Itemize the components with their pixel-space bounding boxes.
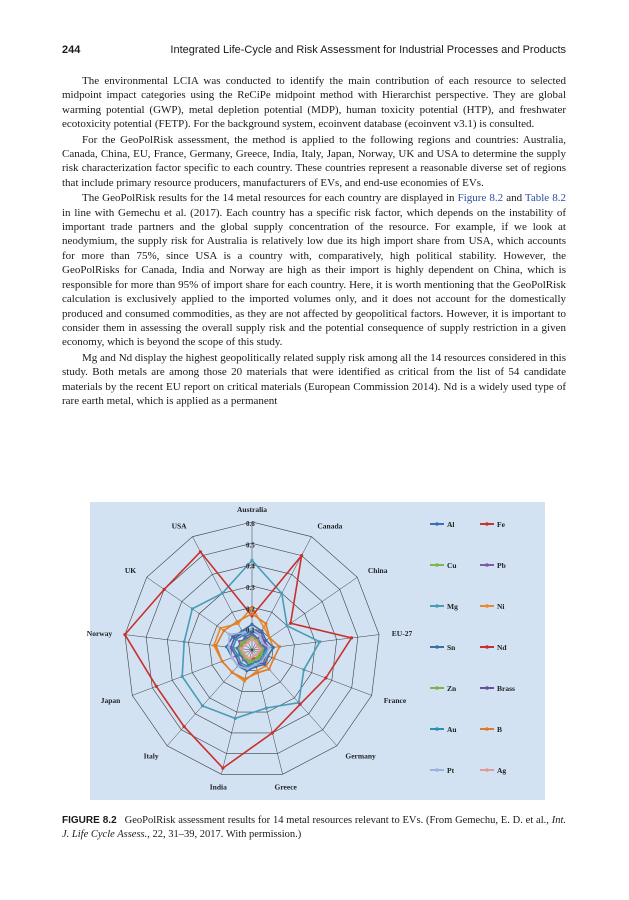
data-point (248, 657, 251, 660)
legend-label: Pt (447, 766, 455, 775)
legend-marker (435, 768, 439, 772)
category-label: Japan (100, 695, 121, 705)
data-point (246, 667, 249, 670)
legend-marker (435, 727, 439, 731)
figure-label: FIGURE 8.2 (62, 815, 117, 826)
data-point (163, 588, 166, 591)
paragraph-text: in line with Gemechu et al. (2017). Each country has a specific risk factor, which depends on the instability of important trade partners and the global supply concentration of the resource. For example, if we look at neodymium, the supply risk for Australia is relatively low due its high import share from USA, which accounts for more than 75%, since USA is a country with, comparatively, high political stability. However, the GeoPolRisks for Canada, India and Norway are high as their import is highly dependent on China, which is responsible for more than 95% of import share for each country. Here, it is worth mentioning that the GeoPolRisk calculation is exclusively applied to the imported volumes only, and it does not account for the domestically produced and consumed commodities, as they are not affected by geopolitical factors. However, it is important to consider them in assessing the overall supply risk and the potential consequence of supply restriction in a given economy, which is beyond the scope of this study. (62, 206, 566, 349)
data-point (201, 704, 204, 707)
legend-label: Mg (447, 602, 458, 611)
category-label: USA (171, 521, 187, 531)
category-label: Norway (86, 629, 113, 638)
data-point (250, 559, 253, 562)
data-point (254, 641, 257, 644)
data-point (155, 685, 158, 688)
category-label: France (383, 695, 407, 705)
data-point (256, 671, 259, 674)
legend-label: Fe (497, 520, 505, 529)
legend-marker (435, 686, 439, 690)
legend-marker (485, 768, 489, 772)
data-point (267, 668, 270, 671)
data-point (280, 592, 283, 595)
data-point (123, 633, 126, 636)
data-point (236, 620, 239, 623)
caption-text: , 22, 31–39, 2017. With permission.) (147, 829, 302, 840)
legend-label: Brass (497, 684, 515, 693)
data-point (231, 671, 234, 674)
data-point (254, 663, 257, 666)
data-point (264, 622, 267, 625)
data-point (247, 661, 250, 664)
data-point (221, 592, 224, 595)
category-label: UK (124, 566, 137, 575)
data-point (267, 646, 270, 649)
data-point (231, 656, 234, 659)
data-point (191, 607, 194, 610)
category-label: Australia (237, 505, 267, 515)
data-point (250, 623, 253, 626)
data-point (258, 656, 261, 659)
data-point (231, 646, 234, 649)
data-point (240, 641, 243, 644)
data-point (265, 706, 268, 709)
paragraph-mg-nd: Mg and Nd display the highest geopolitically related supply risk among all the 14 resources considered in this study. Both metals are among those 20 materials that were identified as critical from the list of 54 candidate materials by the recent EU report on critical materials (European Commission 2014). Nd is a widely used type of rare earth metal, which is applied as a permanent (62, 351, 566, 407)
legend-label: Au (447, 725, 457, 734)
legend-label: Cu (447, 561, 457, 570)
data-point (243, 677, 246, 680)
axis-tick-label: 0.3 (246, 584, 255, 592)
data-point (242, 631, 245, 634)
data-point (299, 703, 302, 706)
data-point (259, 647, 262, 650)
data-point (239, 661, 242, 664)
data-point (236, 664, 239, 667)
data-point (221, 660, 224, 663)
data-point (228, 633, 231, 636)
category-label: Germany (345, 751, 376, 761)
category-label: Italy (143, 751, 159, 761)
data-point (199, 550, 202, 553)
data-point (221, 767, 224, 770)
data-point (227, 646, 230, 649)
paragraph-text: and (503, 192, 525, 205)
body-text (62, 74, 566, 408)
data-point (272, 646, 275, 649)
data-point (271, 731, 274, 734)
paragraph-lcia: The environmental LCIA was conducted to identify the main contribution of each resource to selected midpoint impact categories using the ReCiPe midpoint method with Hierarchist perspective. They are global warming potential (GWP), metal depletion potential (MDP), human toxicity potential (HTP), and freshwater ecotoxicity potential (FETP). For the background system, ecoinvent database (ecoinvent v3.1) is consulted. (62, 75, 566, 131)
category-label: Canada (317, 521, 343, 531)
category-label: China (367, 566, 388, 575)
legend-marker (485, 727, 489, 731)
legend-marker (485, 645, 489, 649)
data-point (289, 622, 292, 625)
data-point (324, 676, 327, 679)
data-point (286, 624, 289, 627)
legend-marker (435, 522, 439, 526)
running-header (62, 44, 566, 58)
data-point (219, 627, 222, 630)
paragraph-geopolrisk-regions: For the GeoPolRisk assessment, the method is applied to the following regions and countries: Australia, Canada, China, EU, France, Germany, Greece, India, Italy, Japan, Norway, UK and USA to determine the supply risk characterization factor specific to each country. These countries represent a reasonable diverse set of regions that include primary resource producers, manufacturers of EVs, and end-use economies of EVs. (62, 133, 566, 189)
journal-name: Int. J. Life Cycle Assess. (62, 815, 566, 840)
legend-label: Ni (497, 602, 505, 611)
data-point (250, 638, 253, 641)
legend-label: Nd (497, 643, 507, 652)
data-point (268, 636, 271, 639)
running-title: Integrated Life-Cycle and Risk Assessment for Industrial Processes and Products (170, 44, 566, 56)
category-label: India (209, 782, 227, 792)
data-point (234, 717, 237, 720)
legend-marker (485, 686, 489, 690)
figure-link[interactable]: Figure 8.2 (457, 192, 504, 205)
data-point (235, 638, 238, 641)
axis-tick-label: 0.6 (246, 520, 255, 528)
data-point (222, 629, 225, 632)
data-point (181, 675, 184, 678)
legend-label: Sn (447, 643, 456, 652)
data-point (350, 636, 353, 639)
data-point (255, 653, 258, 656)
paragraph-text: The GeoPolRisk results for the 14 metal resources for each country are displayed in (82, 192, 458, 205)
axis-tick-label: 0.5 (246, 541, 255, 550)
data-point (260, 660, 263, 663)
legend-marker (485, 563, 489, 567)
category-label: Greece (274, 782, 297, 792)
table-link[interactable]: Table 8.2 (524, 192, 566, 205)
legend-label: B (497, 725, 503, 734)
legend-label: Al (447, 520, 455, 529)
legend-marker (435, 645, 439, 649)
paragraph-geopolrisk-results (62, 191, 566, 349)
data-point (318, 640, 321, 643)
data-point (272, 657, 275, 660)
data-point (183, 640, 186, 643)
data-point (258, 633, 261, 636)
legend-label: Pb (497, 561, 506, 570)
data-point (242, 651, 245, 654)
legend-marker (435, 563, 439, 567)
axis-tick-label: 0.1 (246, 626, 255, 635)
category-label: EU-27 (391, 629, 413, 638)
data-point (252, 655, 255, 658)
data-point (243, 644, 246, 647)
radar-chart-figure (86, 502, 545, 800)
figure-caption (62, 814, 566, 842)
radar-chart (86, 502, 545, 800)
data-point (302, 668, 305, 671)
data-point (183, 725, 186, 728)
data-point (240, 647, 243, 650)
legend-label: Zn (447, 684, 457, 693)
data-point (214, 644, 217, 647)
page-number: 244 (62, 44, 81, 56)
caption-text: GeoPolRisk assessment results for 14 metal resources relevant to EVs. (From Gemechu, E. D. et al., (124, 815, 552, 826)
legend-marker (485, 604, 489, 608)
data-point (245, 655, 248, 658)
axis-tick-label: 0.4 (246, 562, 255, 571)
data-point (261, 641, 264, 644)
legend-label: Ag (497, 766, 507, 775)
axis-tick-label: 0.2 (246, 605, 255, 614)
data-point (300, 554, 303, 557)
data-point (256, 645, 259, 648)
legend-marker (485, 522, 489, 526)
data-point (264, 654, 267, 657)
data-point (246, 641, 249, 644)
legend-marker (435, 604, 439, 608)
data-point (262, 626, 265, 629)
data-point (278, 645, 281, 648)
data-point (236, 654, 239, 657)
